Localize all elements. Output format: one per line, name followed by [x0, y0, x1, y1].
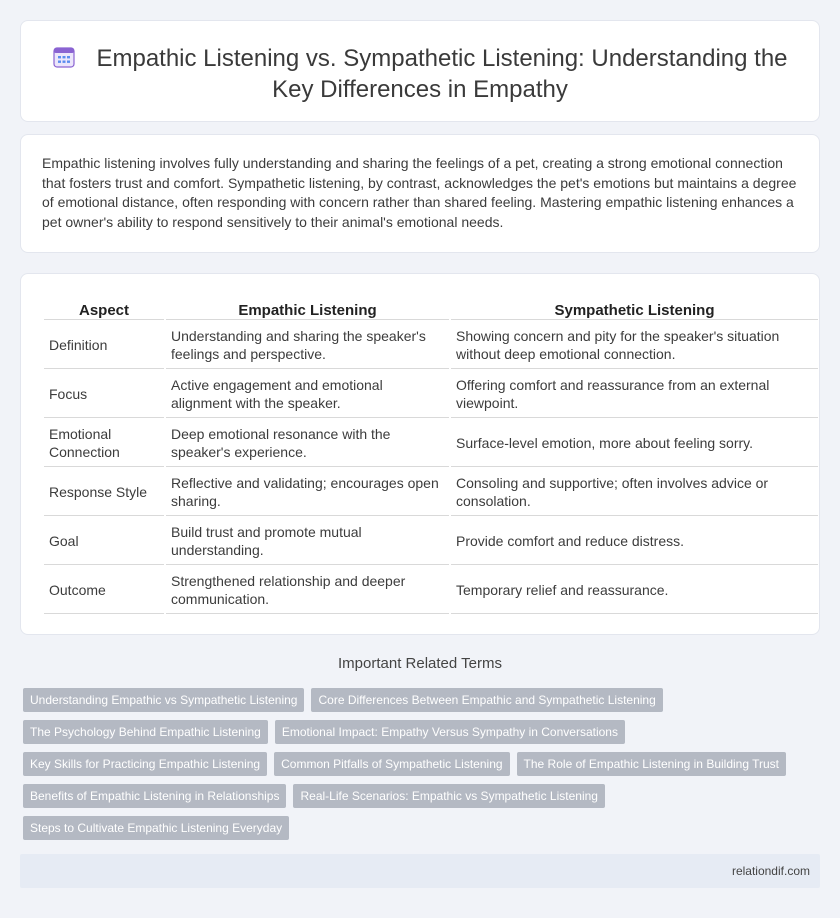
calendar-icon: [52, 45, 76, 69]
related-term-tag[interactable]: Benefits of Empathic Listening in Relationships: [23, 784, 286, 808]
footer-bar: [20, 854, 820, 888]
sympathetic-cell: Temporary relief and reassurance.: [451, 567, 818, 614]
aspect-cell: Emotional Connection: [44, 420, 164, 467]
header-empathic: Empathic Listening: [166, 298, 449, 320]
related-term-tag[interactable]: Emotional Impact: Empathy Versus Sympathy in Conversations: [275, 720, 625, 744]
table-header-row: [44, 298, 818, 320]
related-term-tag[interactable]: Steps to Cultivate Empathic Listening Everyday: [23, 816, 289, 840]
related-term-tag[interactable]: Real-Life Scenarios: Empathic vs Sympathetic Listening: [293, 784, 604, 808]
sympathetic-cell: Offering comfort and reassurance from an external viewpoint.: [451, 371, 818, 418]
related-term-tag[interactable]: Key Skills for Practicing Empathic Listening: [23, 752, 267, 776]
related-terms-list: [23, 688, 803, 840]
sympathetic-cell: Provide comfort and reduce distress.: [451, 518, 818, 565]
site-name[interactable]: relationdif.com: [731, 864, 810, 878]
page-title-text: Empathic Listening vs. Sympathetic Listening: Understanding the Key Differences in Empathy: [96, 45, 788, 103]
aspect-cell: Focus: [44, 371, 164, 418]
table-row: [44, 420, 818, 467]
aspect-cell: Definition: [44, 322, 164, 369]
empathic-cell: Understanding and sharing the speaker's feelings and perspective.: [166, 322, 449, 369]
related-term-tag[interactable]: The Role of Empathic Listening in Building Trust: [517, 752, 786, 776]
aspect-cell: Response Style: [44, 469, 164, 516]
empathic-cell: Reflective and validating; encourages open sharing.: [166, 469, 449, 516]
empathic-cell: Deep emotional resonance with the speaker's experience.: [166, 420, 449, 467]
related-term-tag[interactable]: Core Differences Between Empathic and Sympathetic Listening: [311, 688, 662, 712]
aspect-cell: Outcome: [44, 567, 164, 614]
header-aspect: Aspect: [44, 298, 164, 320]
intro-card: [20, 134, 820, 253]
table-row: [44, 567, 818, 614]
related-term-tag[interactable]: The Psychology Behind Empathic Listening: [23, 720, 268, 744]
empathic-cell: Build trust and promote mutual understanding.: [166, 518, 449, 565]
aspect-cell: Goal: [44, 518, 164, 565]
header-sympathetic: Sympathetic Listening: [451, 298, 818, 320]
comparison-card: [20, 273, 820, 635]
table-row: [44, 322, 818, 369]
sympathetic-cell: Showing concern and pity for the speaker's situation without deep emotional connection.: [451, 322, 818, 369]
table-row: [44, 371, 818, 418]
table-row: [44, 469, 818, 516]
page-title: [51, 43, 789, 105]
related-term-tag[interactable]: Common Pitfalls of Sympathetic Listening: [274, 752, 509, 776]
related-terms-title: Important Related Terms: [338, 655, 502, 672]
comparison-table: [42, 296, 820, 616]
header-card: [20, 20, 820, 122]
intro-paragraph: Empathic listening involves fully understanding and sharing the feelings of a pet, creating a strong emotional connection that fosters trust and comfort. Sympathetic listening, by contrast, acknowledges the pet's emotions but maintains a degree of emotional distance, often responding with concern rather than shared feeling. Mastering empathic listening enhances a pet owner's ability to respond sensitively to their animal's emotional needs.: [42, 155, 797, 230]
empathic-cell: Active engagement and emotional alignment with the speaker.: [166, 371, 449, 418]
table-row: [44, 518, 818, 565]
sympathetic-cell: Surface-level emotion, more about feeling sorry.: [451, 420, 818, 467]
related-term-tag[interactable]: Understanding Empathic vs Sympathetic Listening: [23, 688, 304, 712]
sympathetic-cell: Consoling and supportive; often involves advice or consolation.: [451, 469, 818, 516]
empathic-cell: Strengthened relationship and deeper communication.: [166, 567, 449, 614]
